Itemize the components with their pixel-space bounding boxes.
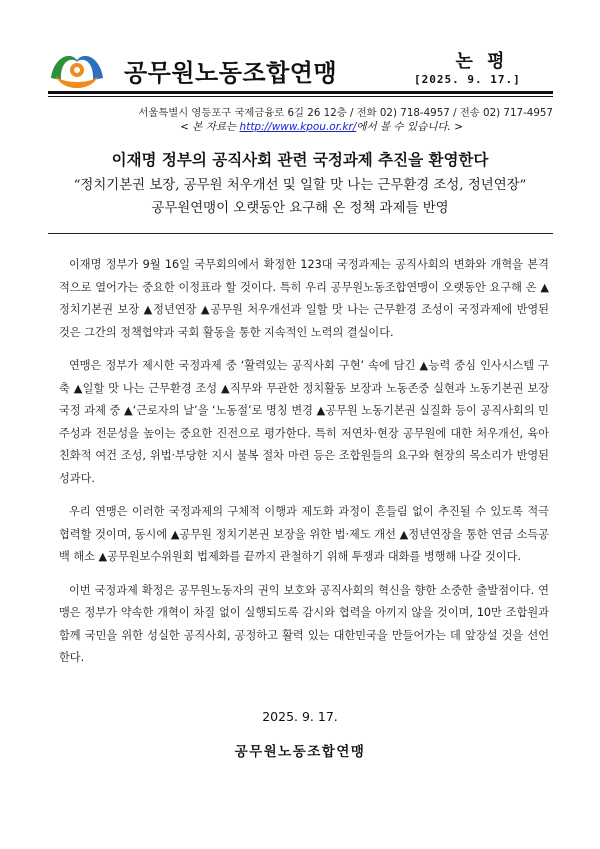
- org-title: 공무원노동조합연맹: [124, 59, 338, 87]
- paragraph: 이번 국정과제 확정은 공무원노동자의 권익 보호와 공직사회의 혁신을 향한 소중한 출발점이다. 연맹은 정부가 약속한 개혁이 차질 없이 실행되도록 감시와 협력을 아끼지 않을 것이며, 10만 조합원과 함께 국민을 위한 성실한 공직사회, 공정하고 활력 있는 대한민국을 만들어가는 데 앞장설 것을 선언한다.: [59, 583, 549, 664]
- issue-date: [2025. 9. 17.]: [414, 73, 521, 86]
- subtitle-1: “정치기본권 보장, 공무원 처우개선 및 일할 맛 나는 근무환경 조성, 정년연장”: [73, 178, 527, 193]
- body-text: [59, 254, 549, 681]
- signature-org: 공무원노동조합연맹: [234, 744, 366, 760]
- subtitle-2: 공무원연맹이 오랫동안 요구해 온 정책 과제들 반영: [151, 201, 449, 216]
- notice-suffix: 에서 볼 수 있습니다. >: [356, 121, 463, 133]
- paragraph: 이재명 정부가 9월 16일 국무회의에서 확정한 123대 국정과제는 공직사회의 변화와 개혁을 본격적으로 열어가는 중요한 이정표라 할 것이다. 특히 우리 공무원노동조합연맹이 오랫동안 요구해 온 ▲정치기본권 보장 ▲정년연장 ▲공무원 처우개선과 일할 맛 나는 근무환경 조성이 국정과제에 반영된 것은 그간의 정책협약과 국회 활동을 통한 지속적인 노력의 결실이다.: [59, 258, 549, 339]
- header-rule-thick: [48, 91, 553, 94]
- header-rule-thin: [48, 96, 553, 97]
- union-logo: [48, 48, 106, 92]
- logo-orange-hands: [56, 76, 98, 88]
- headline: 이재명 정부의 공직사회 관련 국정과제 추진을 환영한다: [111, 151, 489, 169]
- website-notice: [48, 119, 463, 134]
- contact-info: 서울특별시 영등포구 국제금융로 6길 26 12층 / 전화 02) 718-4957 / 전송 02) 717-4957: [138, 107, 553, 119]
- notice-prefix: < 본 자료는: [180, 121, 240, 133]
- paragraph: 연맹은 정부가 제시한 국정과제 중 ‘활력있는 공직사회 구현’ 속에 담긴 ▲능력 중심 인사시스템 구축 ▲일할 맛 나는 근무환경 조성 ▲직무와 무관한 정치활동 보장과 노동존중 실현과 노동기본권 보장 국정 과제 중 ▲‘근로자의 날’을 ‘노동절’로 명칭 변경 ▲공무원 노동기본권 실질화 등이 공직사회의 민주성과 전문성을 높이는 중요한 진전으로 평가한다. 특히 저연차·현장 공무원에 대한 처우개선, 육아친화적 여건 조성, 위법·부당한 지시 불복 절차 마련 등은 조합원들의 요구와 현장의 목소리가 반영된 성과다.: [59, 359, 549, 485]
- paragraph: 우리 연맹은 이러한 국정과제의 구체적 이행과 제도화 과정이 흔들림 없이 추진될 수 있도록 적극 협력할 것이며, 동시에 ▲공무원 정치기본권 보장을 위한 법·제도 개선 ▲정년연장을 통한 연금 소득공백 해소 ▲공무원보수위원회 법제화를 끝까지 관철하기 위해 투쟁과 대화를 병행해 나갈 것이다.: [59, 505, 549, 563]
- website-link[interactable]: http://www.kpou.or.kr/: [239, 121, 357, 133]
- doc-type-label: 논 평: [455, 51, 509, 72]
- title-divider: [48, 233, 553, 234]
- signature-date: 2025. 9. 17.: [262, 709, 338, 724]
- logo-white-core: [74, 67, 80, 73]
